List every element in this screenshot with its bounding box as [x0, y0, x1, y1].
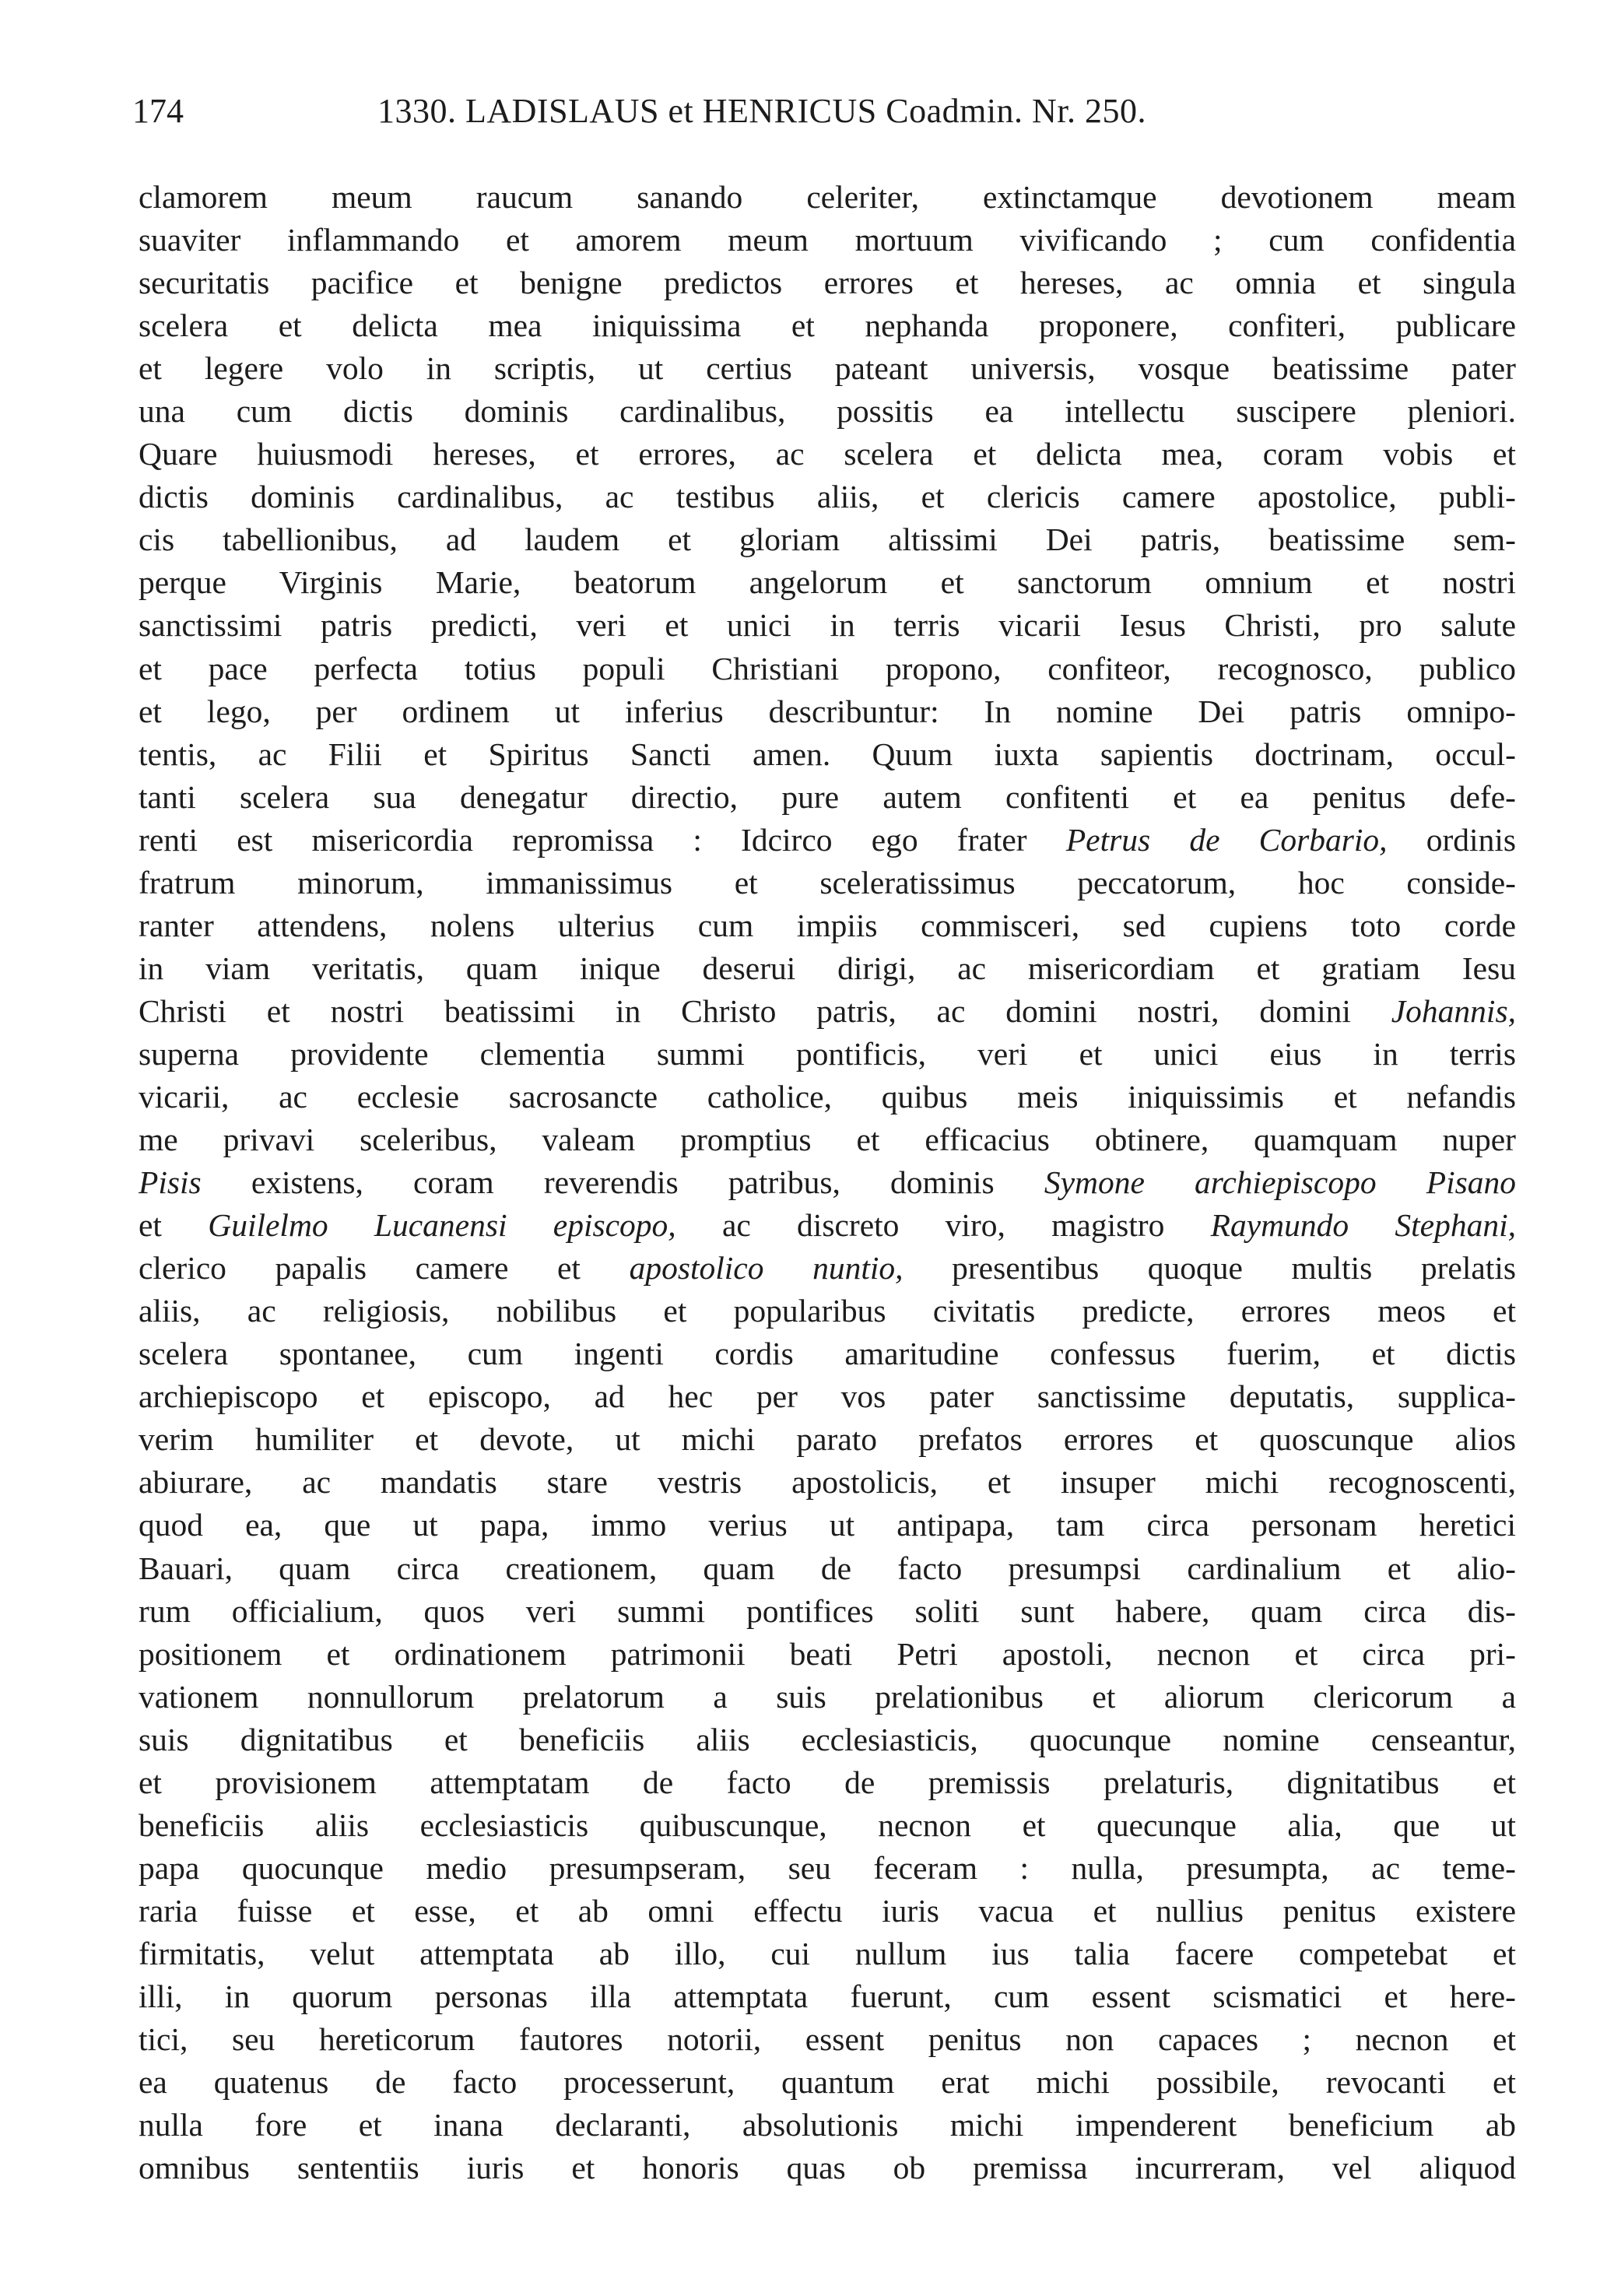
text-line: [139, 1847, 1516, 1890]
text-line: [139, 1290, 1516, 1332]
text-segment: firmitatis, velut attemptata ab illo, cui nullum ius talia facere competebat et: [139, 1935, 1516, 1971]
italic-name: apostolico nuntio,: [629, 1250, 903, 1287]
text-segment: scelera et delicta mea iniquissima et nephanda proponere, confiteri, publicare: [139, 307, 1516, 344]
text-line: [139, 990, 1516, 1033]
text-segment: tentis, ac Filii et Spiritus Sancti amen. Quum iuxta sapientis doctrinam, occul-: [139, 735, 1516, 772]
text-segment: clamorem meum raucum sanando celeriter, extinctamque devotionem meam: [139, 179, 1516, 215]
italic-name: Raymundo Stephani,: [1210, 1207, 1516, 1244]
text-line: [139, 1890, 1516, 1933]
text-line: [139, 648, 1516, 690]
text-line: [139, 518, 1516, 561]
text-segment: sanctissimi patris predicti, veri et unici in terris vicarii Iesus Christi, pro salute: [139, 607, 1516, 644]
text-segment: Bauari, quam circa creationem, quam de facto presumpsi cardinalium et alio-: [139, 1550, 1516, 1586]
text-segment: vicarii, ac ecclesie sacrosancte catholice, quibus meis iniquissimis et nefandis: [139, 1078, 1516, 1115]
text-line: [139, 862, 1516, 904]
text-line: [139, 347, 1516, 390]
text-line: [139, 1033, 1516, 1076]
text-line: [139, 2104, 1516, 2147]
text-line: [139, 1933, 1516, 1975]
text-line: [139, 561, 1516, 604]
text-segment: papa quocunque medio presumpseram, seu feceram : nulla, presumpta, ac teme-: [139, 1849, 1516, 1886]
text-line: [139, 604, 1516, 647]
text-line: [139, 947, 1516, 990]
text-segment: fratrum minorum, immanissimus et sceleratissimus peccatorum, hoc conside-: [139, 864, 1516, 900]
text-line: [139, 733, 1516, 776]
text-line: [139, 1118, 1516, 1161]
text-line: [139, 176, 1516, 219]
text-line: [139, 1718, 1516, 1761]
text-line: [139, 390, 1516, 433]
text-line: [139, 904, 1516, 947]
text-line: [139, 690, 1516, 733]
text-line: [139, 776, 1516, 819]
text-segment: dictis dominis cardinalibus, ac testibus aliis, et clericis camere apostolice, publi-: [139, 479, 1516, 515]
text-line: [139, 2147, 1516, 2189]
text-line: [139, 262, 1516, 304]
page-number: 174: [132, 92, 184, 130]
text-segment: raria fuisse et esse, et ab omni effectu iuris vacua et nullius penitus existere: [139, 1892, 1516, 1929]
text-line: [139, 2061, 1516, 2104]
text-segment: in viam veritatis, quam inique deserui dirigi, ac misericordiam et gratiam Iesu: [139, 950, 1516, 986]
text-segment: renti est misericordia repromissa : Idcirco ego frater: [139, 821, 1066, 858]
text-segment: Christi et nostri beatissimi in Christo patris, ac domini nostri, domini: [139, 992, 1391, 1029]
text-segment: ranter attendens, nolens ulterius cum impiis commisceri, sed cupiens toto corde: [139, 907, 1516, 943]
text-segment: rum officialium, quos veri summi pontifices soliti sunt habere, quam circa dis-: [139, 1592, 1516, 1629]
text-line: [139, 819, 1516, 862]
text-segment: cis tabellionibus, ad laudem et gloriam altissimi Dei patris, beatissime sem-: [139, 521, 1516, 558]
text-segment: perque Virginis Marie, beatorum angelorum et sanctorum omnium et nostri: [139, 564, 1516, 601]
text-line: [139, 1204, 1516, 1247]
text-segment: securitatis pacifice et benigne predictos errores et hereses, ac omnia et singula: [139, 265, 1516, 301]
text-segment: tanti scelera sua denegatur directio, pure autem confitenti et ea penitus defe-: [139, 778, 1516, 815]
body-text: [139, 176, 1516, 2189]
text-line: [139, 304, 1516, 347]
text-segment: vationem nonnullorum prelatorum a suis prelationibus et aliorum clericorum a: [139, 1678, 1516, 1715]
text-segment: clerico papalis camere et: [139, 1250, 630, 1287]
text-line: [139, 1375, 1516, 1418]
text-segment: superna providente clementia summi pontificis, veri et unici eius in terris: [139, 1035, 1516, 1072]
italic-name: Symone archiepiscopo Pisano: [1044, 1164, 1516, 1201]
text-line: [139, 1461, 1516, 1504]
italic-name: Pisis: [139, 1164, 202, 1201]
text-segment: ea quatenus de facto processerunt, quantum erat michi possibile, revocanti et: [139, 2064, 1516, 2101]
text-line: [139, 1590, 1516, 1633]
text-segment: me privavi sceleribus, valeam promptius et efficacius obtinere, quamquam nuper: [139, 1122, 1516, 1158]
text-line: [139, 1332, 1516, 1375]
text-line: [139, 1633, 1516, 1676]
text-line: [139, 1247, 1516, 1290]
text-line: [139, 1804, 1516, 1847]
text-segment: ac discreto viro, magistro: [675, 1207, 1211, 1244]
text-line: [139, 1975, 1516, 2018]
text-line: [139, 1161, 1516, 1204]
text-segment: et pace perfecta totius populi Christiani propono, confiteor, recognosco, publico: [139, 650, 1516, 686]
text-segment: illi, in quorum personas illa attemptata fuerunt, cum essent scismatici et here-: [139, 1978, 1516, 2014]
text-line: [139, 219, 1516, 262]
running-head-title: 1330. LADISLAUS et HENRICUS Coadmin. Nr. 250.: [377, 92, 1147, 130]
text-line: [139, 1761, 1516, 1804]
text-segment: scelera spontanee, cum ingenti cordis amaritudine confessus fuerim, et dictis: [139, 1336, 1516, 1372]
text-line: [139, 1676, 1516, 1718]
text-segment: quod ea, que ut papa, immo verius ut antipapa, tam circa personam heretici: [139, 1507, 1516, 1543]
text-segment: suaviter inflammando et amorem meum mortuum vivificando ; cum confidentia: [139, 222, 1516, 258]
text-segment: et legere volo in scriptis, ut certius pateant universis, vosque beatissime pater: [139, 350, 1516, 387]
text-segment: et: [139, 1207, 209, 1244]
text-segment: abiurare, ac mandatis stare vestris apostolicis, et insuper michi recognoscenti,: [139, 1464, 1516, 1501]
text-segment: nulla fore et inana declaranti, absolutionis michi impenderent beneficium ab: [139, 2107, 1516, 2143]
running-head: [132, 84, 1518, 139]
text-line: [139, 1418, 1516, 1461]
text-segment: omnibus sententiis iuris et honoris quas ob premissa incurreram, vel aliquod: [139, 2150, 1516, 2186]
text-line: [139, 433, 1516, 476]
text-line: [139, 1504, 1516, 1546]
text-segment: ordinis: [1387, 821, 1516, 858]
text-segment: positionem et ordinationem patrimonii beati Petri apostoli, necnon et circa pri-: [139, 1635, 1516, 1672]
text-segment: una cum dictis dominis cardinalibus, possitis ea intellectu suscipere pleniori.: [139, 393, 1516, 430]
text-segment: et lego, per ordinem ut inferius describuntur: In nomine Dei patris omnipo-: [139, 693, 1516, 729]
italic-name: Petrus de Corbario,: [1065, 821, 1388, 858]
italic-name: Guilelmo Lucanensi episcopo,: [208, 1207, 676, 1244]
text-segment: existens, coram reverendis patribus, dominis: [201, 1164, 1044, 1201]
text-segment: et provisionem attemptatam de facto de premissis prelaturis, dignitatibus et: [139, 1764, 1516, 1800]
text-segment: verim humiliter et devote, ut michi parato prefatos errores et quoscunque alios: [139, 1421, 1516, 1458]
text-segment: Quare huiusmodi hereses, et errores, ac scelera et delicta mea, coram vobis et: [139, 436, 1516, 472]
text-segment: presentibus quoque multis prelatis: [903, 1250, 1516, 1287]
text-segment: aliis, ac religiosis, nobilibus et popularibus civitatis predicte, errores meos et: [139, 1293, 1516, 1329]
italic-name: Johannis,: [1391, 992, 1516, 1029]
text-segment: beneficiis aliis ecclesiasticis quibuscunque, necnon et quecunque alia, que ut: [139, 1806, 1516, 1843]
text-line: [139, 1076, 1516, 1118]
text-line: [139, 476, 1516, 518]
text-segment: suis dignitatibus et beneficiis aliis ecclesiasticis, quocunque nomine censeantur,: [139, 1721, 1516, 1757]
text-segment: tici, seu hereticorum fautores notorii, essent penitus non capaces ; necnon et: [139, 2021, 1516, 2058]
text-segment: archiepiscopo et episcopo, ad hec per vos pater sanctissime deputatis, supplica-: [139, 1378, 1516, 1415]
text-line: [139, 2018, 1516, 2061]
text-line: [139, 1547, 1516, 1590]
